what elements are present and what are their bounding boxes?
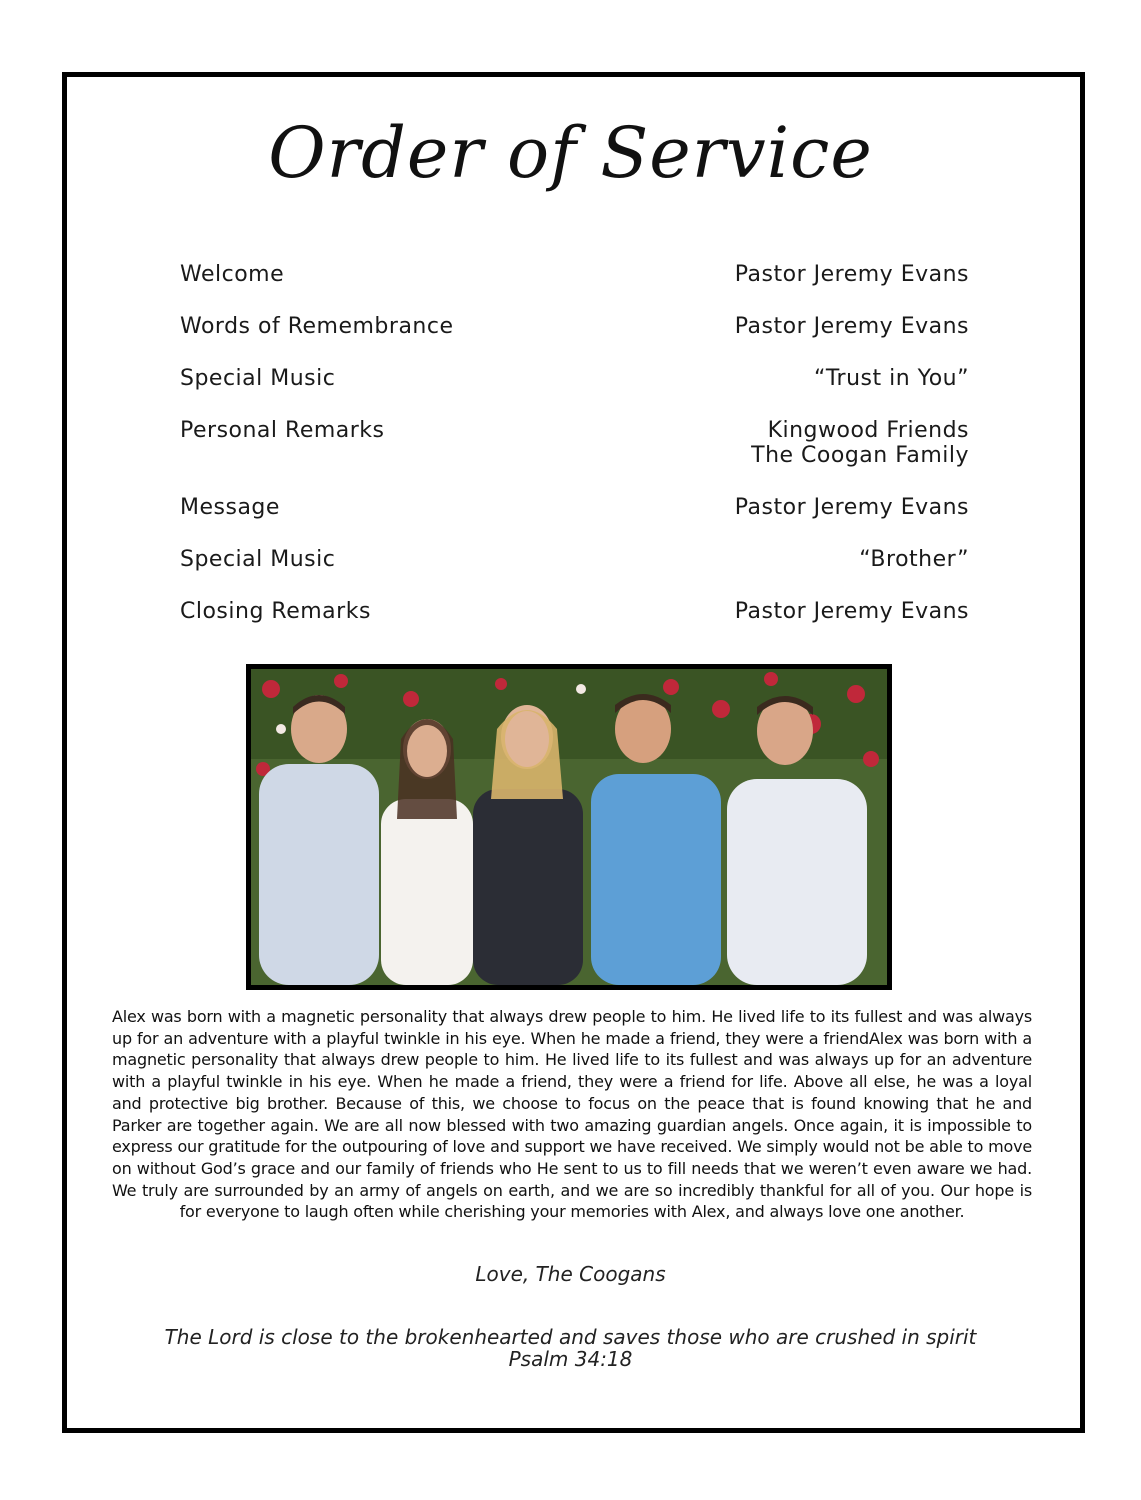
program-part: Words of Remembrance [180,314,454,339]
family-photo [246,664,892,990]
program-row-closing [180,599,969,624]
program-row-remembrance [180,314,969,339]
order-of-service-list [180,262,969,651]
scripture-verse [0,1326,1141,1370]
program-part: Welcome [180,262,285,287]
verse-reference: Psalm 34:18 [508,1347,633,1371]
family-photo-illustration [251,669,887,985]
program-part: Special Music [180,366,336,391]
program-presenter: Pastor Jeremy Evans [734,314,969,339]
tribute-paragraph: Alex was born with a magnetic personality that always drew people to him. He lived life to its fullest and was always up for an adventure with a playful twinkle in his eye. When he made a friend, they were a friendAlex was born with a magnetic personality that always drew people to him. He lived life to its fullest and was always up for an adventure with a playful twinkle in his eye. When he made a friend, they were a friend for life. Above all else, he was a loyal and protective big brother. Because of this, we choose to focus on the peace that is found knowing that he and Parker are together again. We are all now blessed with two amazing guardian angels. Once again, it is impossible to express our gratitude for the outpouring of love and support we have received. We simply would not be able to move on without God’s grace and our family of friends who He sent to us to fill needs that we weren’t even aware we had. We truly are surrounded by an army of angels on earth, and we are so incredibly thankful for all of you. Our hope is for everyone to laugh often while cherishing your memories with Alex, and always love one another. [112,1007,1032,1222]
program-part: Closing Remarks [180,599,371,624]
page-title: Order of Service [268,112,873,194]
program-presenter: Pastor Jeremy Evans [734,495,969,520]
program-row-special-music-1 [180,366,969,391]
program-presenter: Kingwood Friends [767,418,969,443]
verse-text: The Lord is close to the brokenhearted and saves those who are crushed in spirit [164,1325,977,1349]
program-song: “Trust in You” [813,366,969,391]
program-part: Special Music [180,547,336,572]
program-row-personal-remarks [180,418,969,468]
program-presenter: The Coogan Family [751,443,969,468]
program-presenters [751,418,969,468]
program-row-special-music-2 [180,547,969,572]
signoff: Love, The Coogans [475,1262,666,1286]
program-song: “Brother” [859,547,969,572]
program-part: Personal Remarks [180,418,385,443]
program-part: Message [180,495,280,520]
program-presenter: Pastor Jeremy Evans [734,262,969,287]
program-row-message [180,495,969,520]
program-presenter: Pastor Jeremy Evans [734,599,969,624]
program-row-welcome [180,262,969,287]
